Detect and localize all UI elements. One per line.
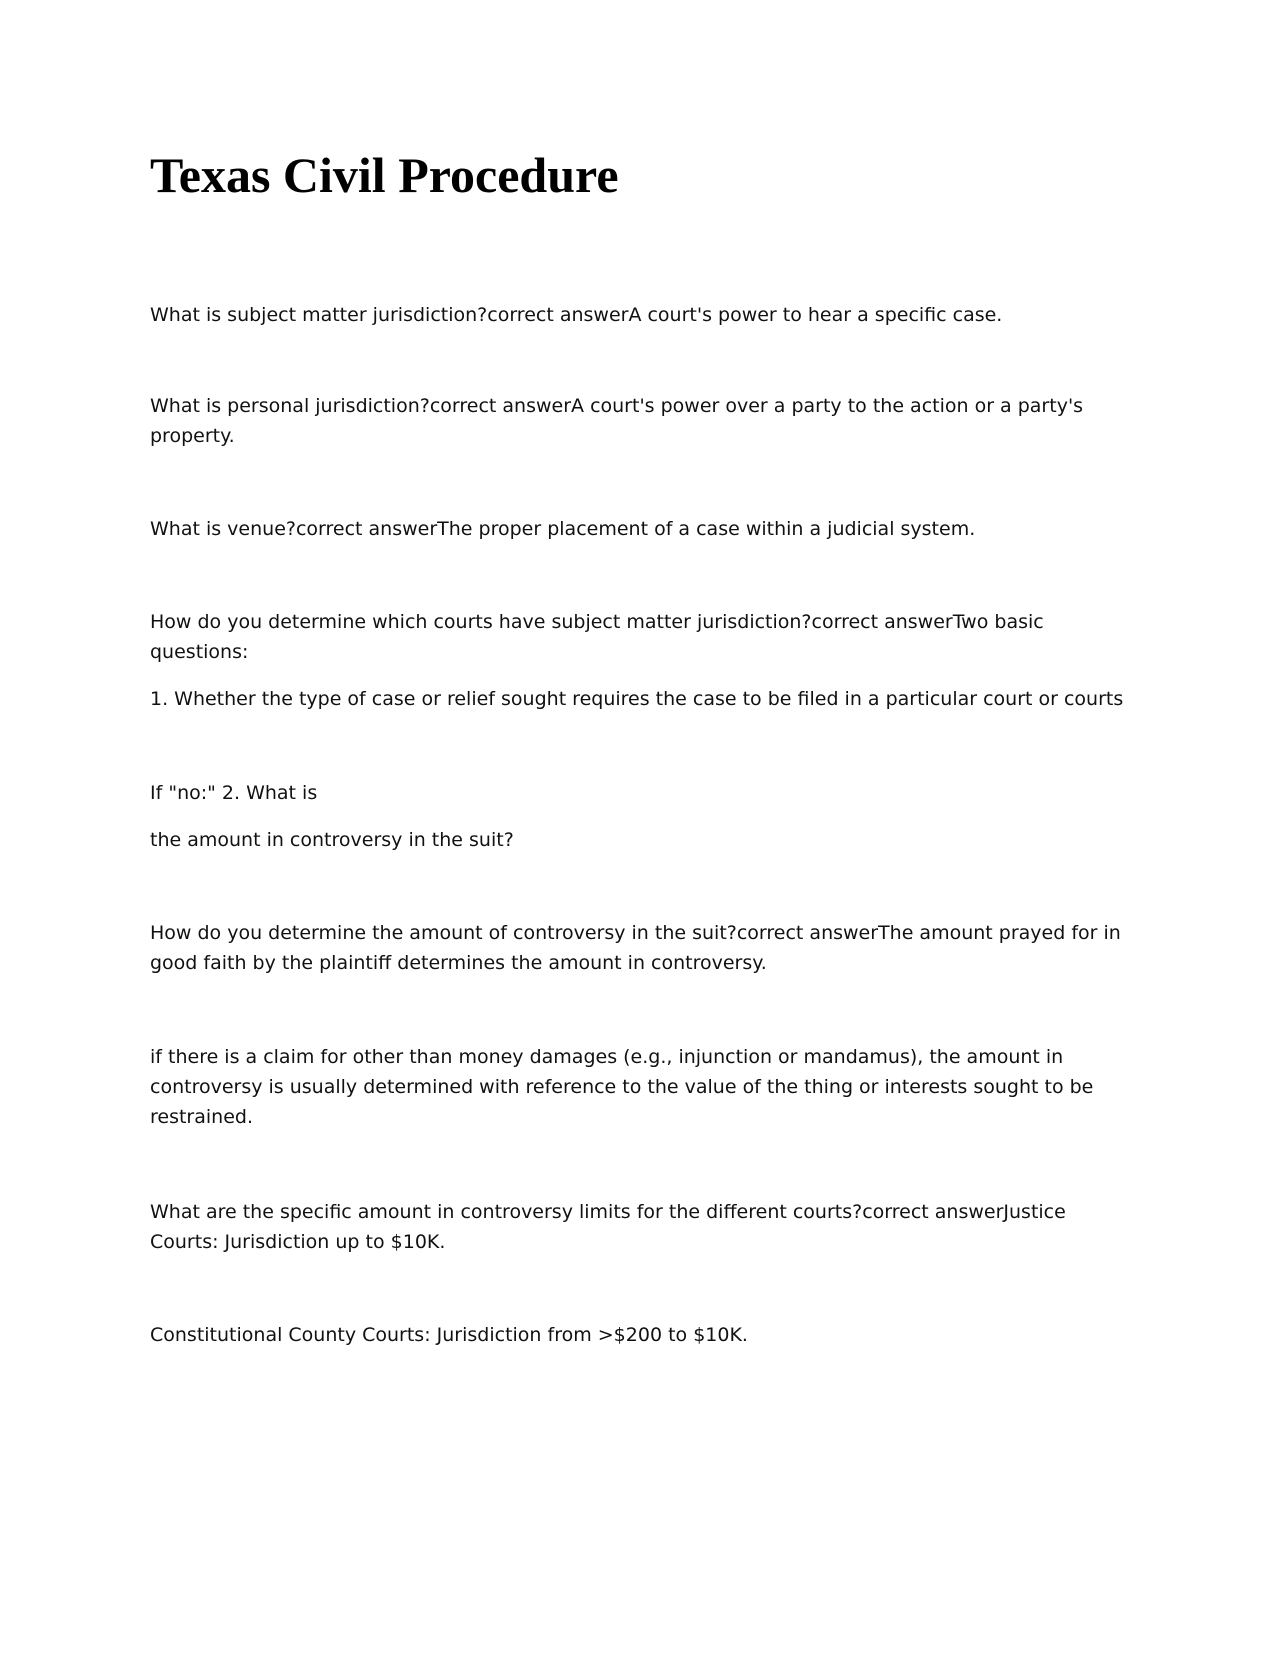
- paragraph-determine-courts: How do you determine which courts have subject matter jurisdiction?correct answerTwo basic questions:: [150, 611, 1044, 663]
- paragraph-subject-matter-jurisdiction: What is subject matter jurisdiction?correct answerA court's power to hear a specific case.: [150, 304, 1003, 326]
- paragraph-court-limits: What are the specific amount in controversy limits for the different courts?correct answerJustice Courts: Jurisdiction up to $10K.: [150, 1201, 1066, 1253]
- paragraph-if-no: If "no:" 2. What is: [150, 782, 318, 804]
- paragraph-non-money-damages: if there is a claim for other than money damages (e.g., injunction or mandamus), the amount in controversy is usually determined with reference to the value of the thing or interests sought to be restrained.: [150, 1046, 1094, 1128]
- paragraph-amount-prayed-for: How do you determine the amount of controversy in the suit?correct answerThe amount prayed for in good faith by the plaintiff determines the amount in controversy.: [150, 922, 1121, 974]
- paragraph-amount-in-controversy: the amount in controversy in the suit?: [150, 829, 514, 851]
- document-title: Texas Civil Procedure: [150, 147, 619, 203]
- paragraph-constitutional-county-courts: Constitutional County Courts: Jurisdiction from >$200 to $10K.: [150, 1324, 748, 1346]
- paragraph-venue: What is venue?correct answerThe proper placement of a case within a judicial system.: [150, 518, 976, 540]
- paragraph-personal-jurisdiction: What is personal jurisdiction?correct answerA court's power over a party to the action or a party's property.: [150, 395, 1084, 447]
- paragraph-question-one: 1. Whether the type of case or relief sought requires the case to be filed in a particular court or courts: [150, 688, 1124, 710]
